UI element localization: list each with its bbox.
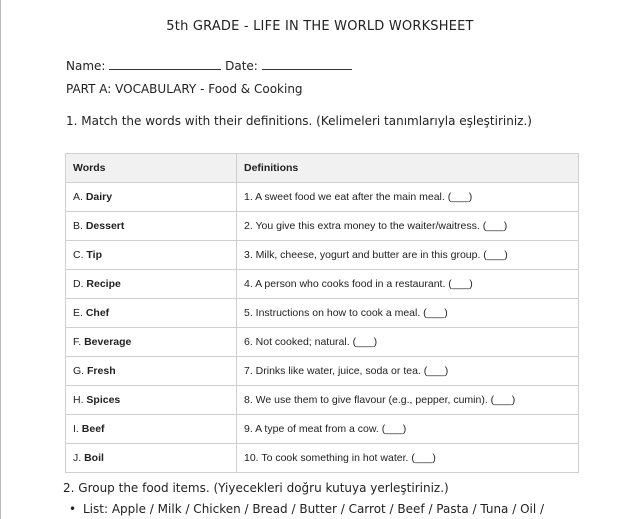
word-letter: J. [73,452,82,464]
definition-cell: 6. Not cooked; natural. (___) [237,328,579,357]
word-letter: B. [73,220,83,232]
word-cell [66,357,237,386]
table-row [66,415,579,444]
table-row [66,328,579,357]
food-list-text: List: Apple / Milk / Chicken / Bread / Butter / Carrot / Beef / Pasta / Tuna / Oil / [83,502,545,516]
table-row [66,357,579,386]
word-cell [66,444,237,473]
bullet: • [69,502,77,516]
word-term: Beef [81,423,105,435]
word-term: Dessert [85,220,125,232]
table-row [66,386,579,415]
definition-cell: 1. A sweet food we eat after the main meal. (___) [237,183,579,212]
definition-cell: 3. Milk, cheese, yogurt and butter are in this group. (___) [237,241,579,270]
word-term: Tip [86,249,102,261]
table-header-row [66,154,579,183]
word-term: Fresh [87,365,116,377]
word-term: Dairy [85,191,113,203]
table-row [66,241,579,270]
table-row [66,299,579,328]
word-cell [66,328,237,357]
word-cell [66,415,237,444]
word-letter: C. [73,249,84,261]
word-letter: G. [73,365,85,377]
definition-cell: 7. Drinks like water, juice, soda or tea. (___) [237,357,579,386]
word-letter: A. [73,191,83,203]
vocabulary-table [65,153,579,473]
name-label: Name: [66,59,106,73]
definition-cell: 5. Instructions on how to cook a meal. (___) [237,299,579,328]
worksheet-title: 5th GRADE - LIFE IN THE WORLD WORKSHEET [166,19,474,34]
word-letter: D. [73,278,84,290]
table-row [66,183,579,212]
word-cell [66,386,237,415]
word-letter: F. [73,336,82,348]
word-term: Spices [86,394,121,406]
name-date-line [66,59,352,73]
word-cell [66,183,237,212]
word-term: Beverage [84,336,132,348]
word-letter: H. [73,394,84,406]
vocabulary-table-body [66,183,579,473]
word-cell [66,299,237,328]
date-blank [262,68,352,70]
word-term: Chef [85,307,110,319]
table-row [66,270,579,299]
words-column-header: Words [66,154,237,183]
word-term: Boil [84,452,104,464]
definitions-column-header: Definitions [237,154,579,183]
word-cell [66,241,237,270]
date-label: Date: [225,59,258,73]
definition-cell: 4. A person who cooks food in a restaurant. (___) [237,270,579,299]
definition-cell: 10. To cook something in hot water. (___) [237,444,579,473]
table-row [66,444,579,473]
definition-cell: 2. You give this extra money to the waiter/waitress. (___) [237,212,579,241]
question-2-instruction: 2. Group the food items. (Yiyecekleri doğru kutuya yerleştiriniz.) [63,481,449,495]
definition-cell: 9. A type of meat from a cow. (___) [237,415,579,444]
word-cell [66,270,237,299]
table-row [66,212,579,241]
word-cell [66,212,237,241]
definition-cell: 8. We use them to give flavour (e.g., pepper, cumin). (___) [237,386,579,415]
question-1-instruction: 1. Match the words with their definitions. (Kelimeleri tanımlarıyla eşleştiriniz.) [66,114,532,128]
name-blank [109,68,221,70]
word-letter: I. [73,423,79,435]
word-term: Recipe [86,278,121,290]
part-a-heading: PART A: VOCABULARY - Food & Cooking [66,82,303,96]
food-list-item [69,502,544,516]
word-letter: E. [73,307,83,319]
